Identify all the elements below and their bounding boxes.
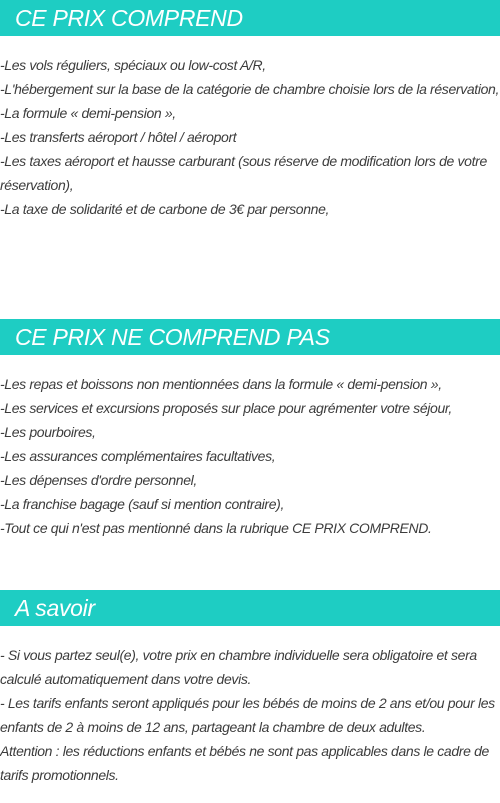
list-item: -La taxe de solidarité et de carbone de 3€ par personne, [0, 201, 330, 217]
list-item: -Les dépenses d'ordre personnel, [0, 472, 197, 488]
list-item: Attention : les réductions enfants et bébés ne sont pas applicables dans le cadre de tarifs promotionnels. [0, 743, 489, 783]
item-list [0, 372, 500, 540]
item-list [0, 53, 500, 221]
list-item: -Tout ce qui n'est pas mentionné dans la rubrique CE PRIX COMPREND. [0, 520, 432, 536]
section-good-to-know [0, 590, 500, 787]
list-item: -Les vols réguliers, spéciaux ou low-cost A/R, [0, 57, 266, 73]
list-item: -Les services et excursions proposés sur place pour agrémenter votre séjour, [0, 400, 452, 416]
section-header [0, 590, 500, 626]
section-price-excludes [0, 319, 500, 540]
list-item: - Les tarifs enfants seront appliqués pour les bébés de moins de 2 ans et/ou pour les enfants de 2 à moins de 12 ans, partageant la chambre de deux adultes. [0, 695, 495, 735]
section-title: CE PRIX COMPREND [15, 5, 243, 31]
list-item: -L'hébergement sur la base de la catégorie de chambre choisie lors de la réservation, [0, 81, 499, 97]
section-price-includes [0, 0, 500, 221]
section-title: CE PRIX NE COMPREND PAS [15, 324, 330, 350]
item-list [0, 643, 500, 787]
list-item: -Les pourboires, [0, 424, 96, 440]
list-item: -Les assurances complémentaires facultatives, [0, 448, 276, 464]
list-item: -Les transferts aéroport / hôtel / aéroport [0, 129, 237, 145]
section-title: A savoir [15, 595, 95, 621]
list-item: -La formule « demi-pension », [0, 105, 176, 121]
list-item: -La franchise bagage (sauf si mention contraire), [0, 496, 285, 512]
section-header [0, 319, 500, 355]
list-item: -Les taxes aéroport et hausse carburant (sous réserve de modification lors de votre réservation), [0, 153, 487, 193]
section-header [0, 0, 500, 36]
list-item: - Si vous partez seul(e), votre prix en chambre individuelle sera obligatoire et sera calculé automatiquement dans votre devis. [0, 647, 477, 687]
list-item: -Les repas et boissons non mentionnées dans la formule « demi-pension », [0, 376, 442, 392]
